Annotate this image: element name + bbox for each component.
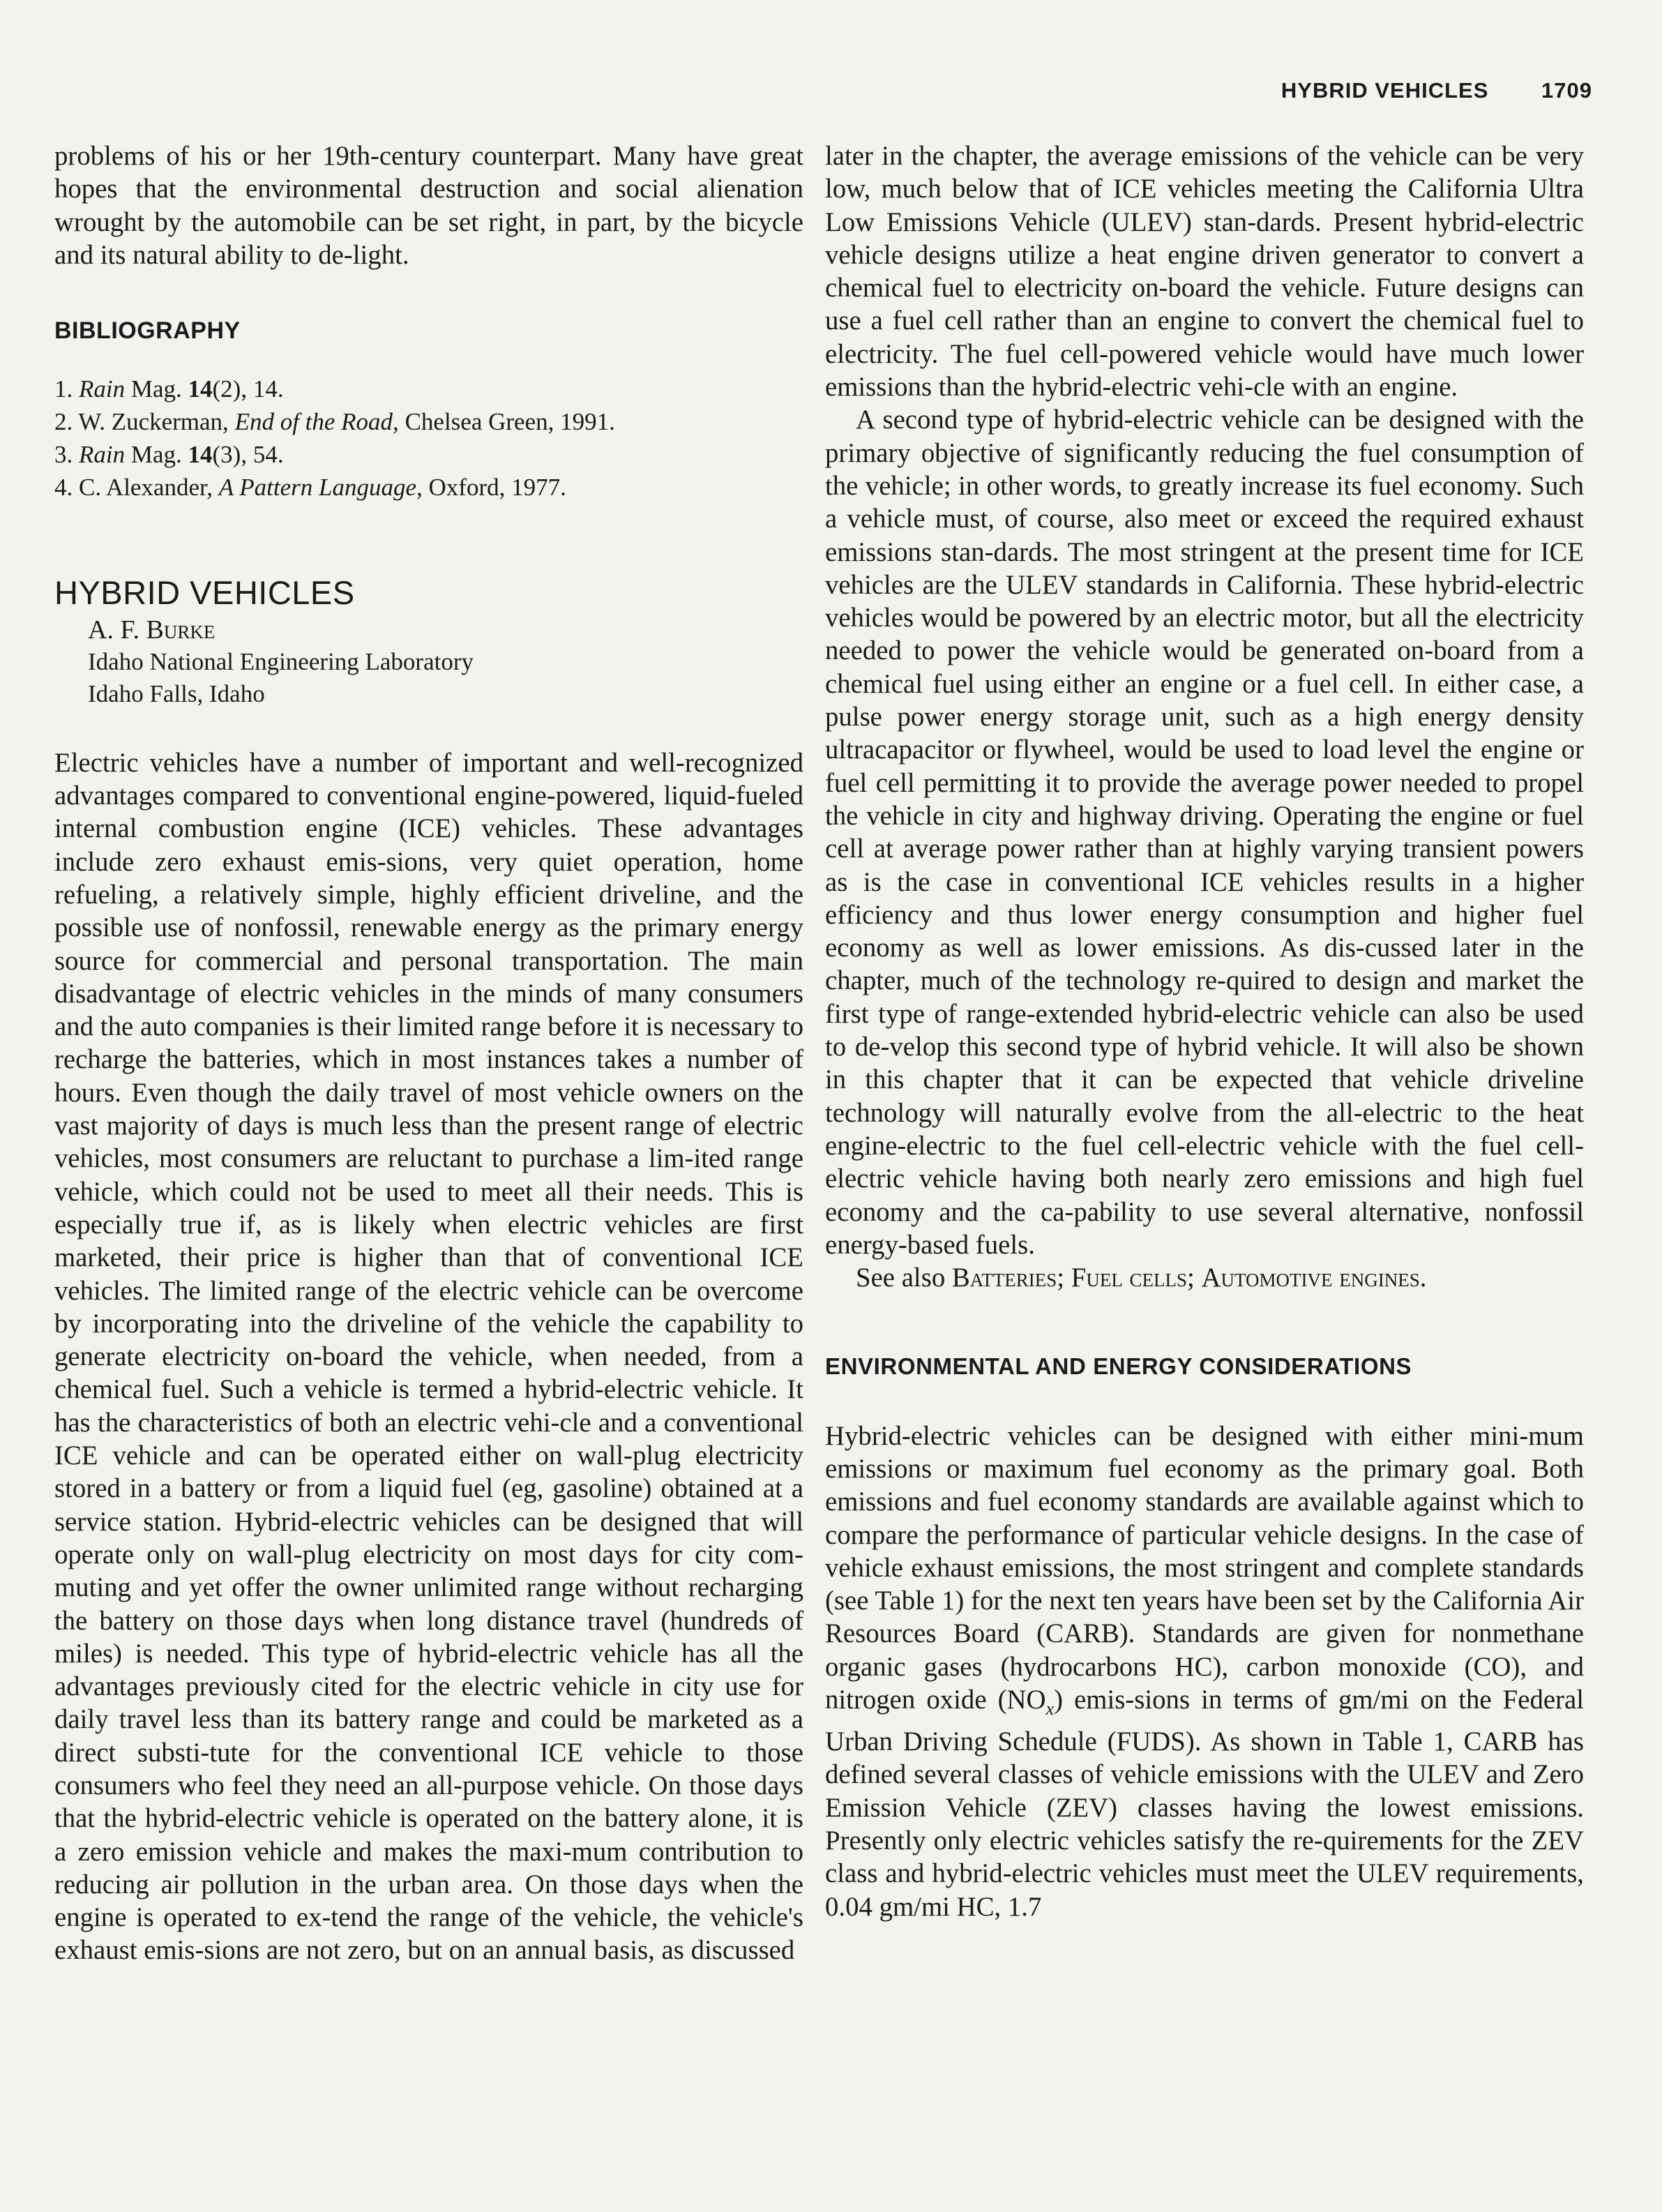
body-paragraph-second-type: A second type of hybrid-electric vehicle can be designed with the primary objective of significantly reducing the fuel consumption of the vehicle; in other words, to greatly increase its fuel economy. Such a vehicle must, of course, also meet or exceed the required exhaust emissions stan-dards. The most stringent at the present time for ICE vehicles are the ULEV standards in California. These hybrid-electric vehicles would be powered by an electric motor, but all the electricity needed to power the vehicle would be generated on-board from a chemical fuel using either an engine or a fuel cell. In either case, a pulse power energy storage unit, such as a high energy density ultracapacitor or flywheel, would be used to load level the engine or fuel cell permitting it to provide the average power needed to propel the vehicle in city and highway driving. Operating the engine or fuel cell at average power rather than at highly varying transient powers as is the case in conventional ICE vehicles results in a higher efficiency and thus lower energy consumption and higher fuel economy as well as lower emissions. As dis-cussed later in the chapter, much of the technology re-quired to design and market the first type of range-extended hybrid-electric vehicle can also be used to de-velop this second type of hybrid vehicle. It will also be shown in this chapter that it can be expected that vehicle driveline technology will naturally evolve from the all-electric to the heat engine-electric to the fuel cell-electric vehicle with the fuel cell-electric vehicle having both nearly zero emissions and high fuel economy and the ca-pability to use several alternative, nonfossil energy-based fuels. [825,405,1584,1260]
bibliography-entry-text: Rain [79,441,126,469]
bibliography-entry-text: 14 [188,375,213,403]
bibliography-entry-text: Oxford, 1977. [422,474,566,502]
see-also-period: . [1419,1263,1427,1293]
bibliography-entry-text: (3), 54. [212,441,284,469]
article-title: HYBRID VEHICLES [54,574,355,612]
body-paragraph-intro: Electric vehicles have a number of important and well-recognized advantages compared to conventional engine-powered, liquid-fueled internal combustion engine (ICE) vehicles. These advantages include zero exhaust emis-sions, very quiet operation, home refueling, a relatively simple, highly efficient driveline, and the possible use of nonfossil, renewable energy as the primary energy source for commercial and personal transportation. The main disadvantage of electric vehicles in the minds of many consumers and the auto companies is their limited range before it is necessary to recharge the batteries, which in most instances takes a number of hours. Even though the daily travel of most vehicle owners on the vast majority of days is much less than the present range of electric vehicles, most consumers are reluctant to purchase a lim-ited range vehicle, which could not be used to meet all their needs. This is especially true if, as is likely when electric vehicles are first marketed, their price is higher than that of conventional ICE vehicles. The limited range of the electric vehicle can be overcome by incorporating into the driveline of the vehicle the capability to generate electricity on-board the vehicle, when needed, from a chemical fuel. Such a vehicle is termed a hybrid-electric vehicle. It has the characteristics of both an electric vehi-cle and a conventional ICE vehicle and can be operated either on wall-plug electricity stored in a battery or from a liquid fuel (eg, gasoline) obtained at a service station. Hybrid-electric vehicles can be designed that will operate only on wall-plug electricity on most days for city com-muting and yet offer the owner unlimited range without recharging the battery on those days when long distance travel (hundreds of miles) is needed. This type of hybrid-electric vehicle has all the advantages previously cited for the electric vehicle in city use for daily travel less than its battery range and could be marketed as a direct substi-tute for the conventional ICE vehicle to those consumers who feel they need an all-purpose vehicle. On those days that the hybrid-electric vehicle is operated on the battery alone, it is a zero emission vehicle and makes the maxi-mum contribution to reducing air pollution in the urban area. On those days when the engine is operated to ex-tend the range of the vehicle, the vehicle's exhaust emis-sions are not zero, but on an annual basis, as discussed [54,747,803,1966]
section-paragraph-part-1: Hybrid-electric vehicles can be designed with either mini-mum emissions or maximum fuel economy as the primary goal. Both emissions and fuel economy standards are available against which to compare the performance of particular vehicle designs. In the case of vehicle exhaust emissions, the most stringent and complete standards (see Table 1) for the next ten years have been set by the California Air Resources Board (CARB). Standards are given for nonmethane organic gases (hydrocarbons HC), carbon monoxide (CO), and nitrogen oxide (NO [825,1420,1584,1715]
section-heading: ENVIRONMENTAL AND ENERGY CONSIDERATIONS [825,1353,1412,1380]
bibliography-list [54,373,803,504]
bibliography-entry-text: (2), 14. [212,375,284,403]
affiliation-line-1: Idaho National Engineering Laboratory [88,647,474,675]
bibliography-heading: BIBLIOGRAPHY [54,317,241,345]
bibliography-entry-text: 14 [188,441,213,469]
bibliography-entry-text: Rain [79,375,126,403]
continuation-paragraph: problems of his or her 19th-century counterpart. Many have great hopes that the environmental destruction and social alienation wrought by the automobile can be set right, in part, by the bicycle and its natural ability to de-light. [54,141,803,270]
section-paragraph [825,1420,1584,1923]
left-column [54,140,803,1967]
affiliation-line-2: Idaho Falls, Idaho [88,679,265,707]
bibliography-entry-number: 2. [54,408,79,436]
bibliography-entry [54,438,803,471]
bibliography-entry-number: 1. [54,375,79,403]
see-also-fuel-cells: Fuel cells [1071,1263,1188,1293]
see-also-automotive-engines: Automotive engines [1201,1263,1420,1293]
running-head-section: HYBRID VEHICLES [1281,78,1489,103]
see-also-separator-1: ; [1057,1263,1071,1293]
bibliography-entry-text: Chelsea Green, 1991. [398,408,615,436]
bibliography-entry-number: 4. [54,474,79,502]
bibliography-entry [54,405,803,438]
bibliography-entry [54,373,803,405]
see-also-prefix: See also [856,1263,952,1293]
see-also-batteries: Batteries [951,1263,1057,1293]
right-column [825,140,1584,1923]
see-also-separator-2: ; [1187,1263,1202,1293]
body-paragraph-continued: later in the chapter, the average emissions of the vehicle can be very low, much below that of ICE vehicles meeting the California Ultra Low Emissions Vehicle (ULEV) stan-dards. Present hybrid-electric vehicle designs utilize a heat engine driven generator to convert a chemical fuel to electricity on-board the vehicle. Future designs can use a fuel cell rather than an engine to convert the chemical fuel to electricity. The fuel cell-powered vehicle would have much lower emissions than the hybrid-electric vehi-cle with an engine. [825,141,1584,402]
bibliography-entry-text: W. Zuckerman, [78,408,235,436]
bibliography-entry-number: 3. [54,441,79,469]
bibliography-entry-text: End of the Road, [234,408,399,436]
byline [88,614,803,710]
bibliography-entry-text: Mag. [125,375,188,403]
bibliography-entry-text: Mag. [125,441,188,469]
bibliography-entry-text: A Pattern Language, [218,474,423,502]
author-name: A. F. Burke [88,615,216,645]
section-paragraph-part-2: ) emis-sions in terms of gm/mi on the Federal Urban Driving Schedule (FUDS). As shown in Table 1, CARB has defined several classes of vehicle emissions with the ULEV and Zero Emission Vehicle (ZEV) classes having the lowest emissions. Presently only electric vehicles satisfy the re-quirements for the ZEV class and hybrid-electric vehicles must meet the ULEV requirements, 0.04 gm/mi HC, 1.7 [825,1685,1584,1922]
bibliography-entry-text: C. Alexander, [79,474,219,502]
bibliography-entry [54,471,803,504]
nox-subscript: x [1045,1698,1055,1719]
running-head [1281,78,1592,103]
page-number: 1709 [1541,78,1592,103]
see-also-line [825,1261,1584,1294]
